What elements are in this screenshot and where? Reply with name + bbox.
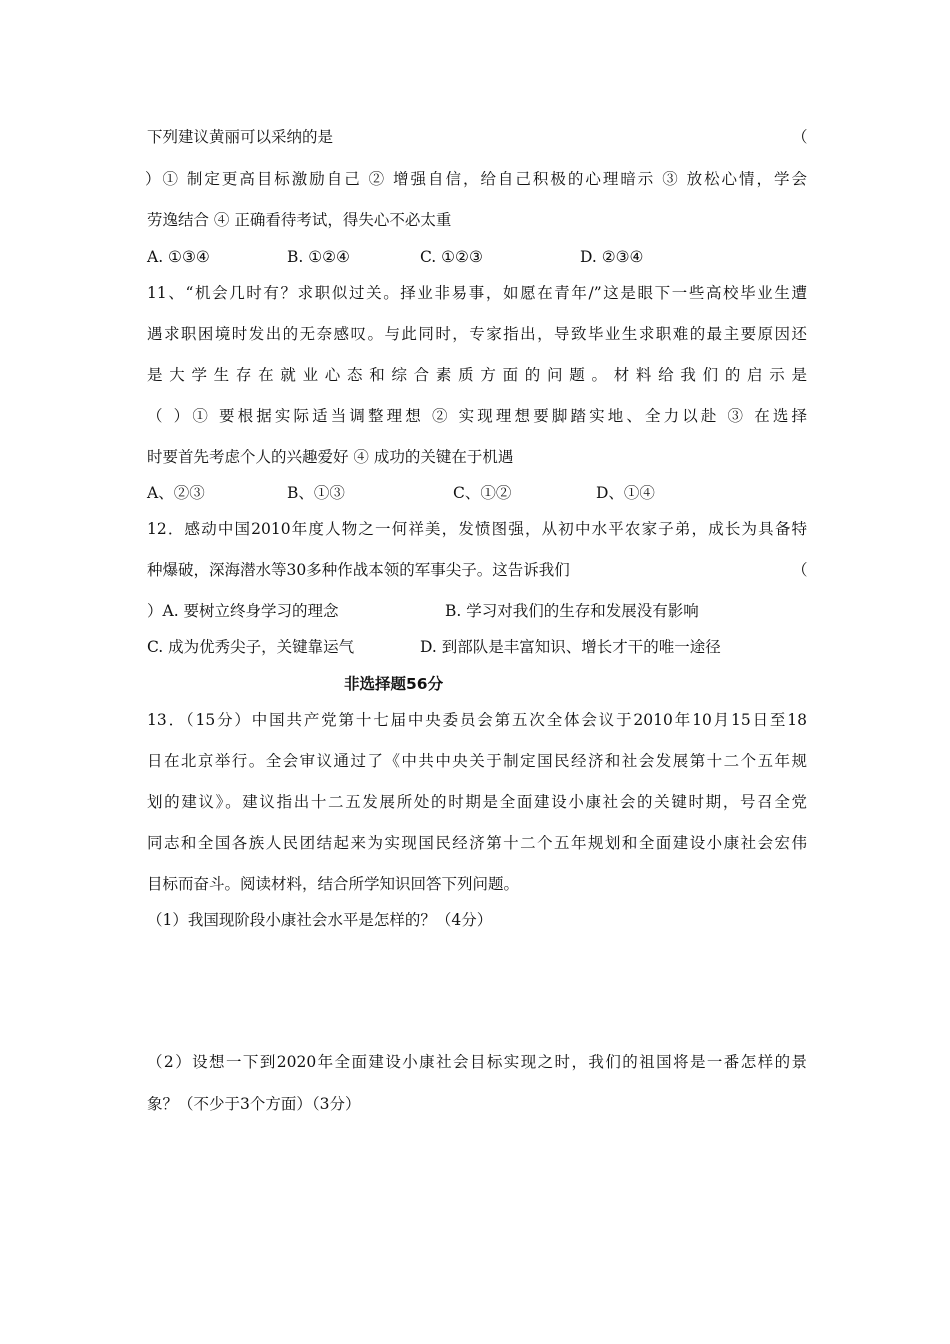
- q11-line-2: 遇求职困境时发出的无奈感叹。与此同时，专家指出，导致毕业生求职难的最主要原因还: [147, 325, 807, 343]
- q13-line-1: 13．（15分）中国共产党第十七届中央委员会第五次全体会议于2010年10月15日至18: [147, 711, 807, 729]
- q12-line-2-text: 种爆破，深海潜水等30多种作战本领的军事尖子。这告诉我们: [147, 561, 570, 579]
- q10-paren-open: （: [792, 128, 808, 146]
- q12-option-d: D. 到部队是丰富知识、增长才干的唯一途径: [420, 638, 721, 656]
- q13-sub-question-2-line-1: （2）设想一下到2020年全面建设小康社会目标实现之时，我们的祖国将是一番怎样的景: [147, 1053, 807, 1071]
- q11-option-b: B、①③: [287, 484, 345, 502]
- q10-stem-line: [147, 126, 807, 148]
- q13-line-5: 目标而奋斗。阅读材料，结合所学知识回答下列问题。: [147, 875, 520, 893]
- q11-line-4: （ ）① 要根据实际适当调整理想 ② 实现理想要脚踏实地、全力以赴 ③ 在选择: [147, 407, 807, 425]
- q11-option-c: C、①②: [453, 484, 512, 502]
- q13-line-2: 日在北京举行。全会审议通过了《中共中央关于制定国民经济和社会发展第十二个五年规: [147, 752, 807, 770]
- q10-choices-line: ）① 制定更高目标激励自己 ② 增强自信，给自己积极的心理暗示 ③ 放松心情，学会: [145, 170, 807, 188]
- q12-option-b: B. 学习对我们的生存和发展没有影响: [445, 602, 699, 620]
- q10-option-d: D. ②③④: [580, 248, 644, 266]
- q12-option-a: ）A. 要树立终身学习的理念: [147, 602, 339, 620]
- q13-sub-question-1: （1）我国现阶段小康社会水平是怎样的？（4分）: [147, 911, 493, 929]
- section-title: 非选择题56分: [344, 675, 444, 693]
- q12-paren-open: （: [792, 561, 808, 579]
- q10-stem-text: 下列建议黄丽可以采纳的是: [147, 128, 334, 146]
- q10-option-a: A. ①③④: [147, 248, 210, 266]
- q13-line-4: 同志和全国各族人民团结起来为实现国民经济第十二个五年规划和全面建设小康社会宏伟: [147, 834, 807, 852]
- q11-line-3: 是大学生存在就业心态和综合素质方面的问题。材料给我们的启示是: [147, 366, 807, 384]
- q10-option-b: B. ①②④: [287, 248, 350, 266]
- q13-sub-question-2-line-2: 象？（不少于3个方面）（3分）: [147, 1095, 361, 1113]
- q11-line-5: 时要首先考虑个人的兴趣爱好 ④ 成功的关键在于机遇: [147, 448, 514, 466]
- q12-option-c: C. 成为优秀尖子，关键靠运气: [147, 638, 355, 656]
- q13-line-3: 划的建议》。建议指出十二五发展所处的时期是全面建设小康社会的关键时期，号召全党: [147, 793, 807, 811]
- q11-line-1: 11、“机会几时有？求职似过关。择业非易事，如愿在青年/”这是眼下一些高校毕业生遭: [147, 284, 807, 302]
- q10-option-c: C. ①②③: [420, 248, 483, 266]
- q10-choices-line-2: 劳逸结合 ④ 正确看待考试，得失心不必太重: [147, 211, 452, 229]
- q11-option-a: A、②③: [147, 484, 205, 502]
- q11-option-d: D、①④: [596, 484, 655, 502]
- q12-line-2: [147, 559, 807, 581]
- q12-line-1: 12．感动中国2010年度人物之一何祥美，发愤图强，从初中水平农家子弟，成长为具备特: [147, 520, 807, 538]
